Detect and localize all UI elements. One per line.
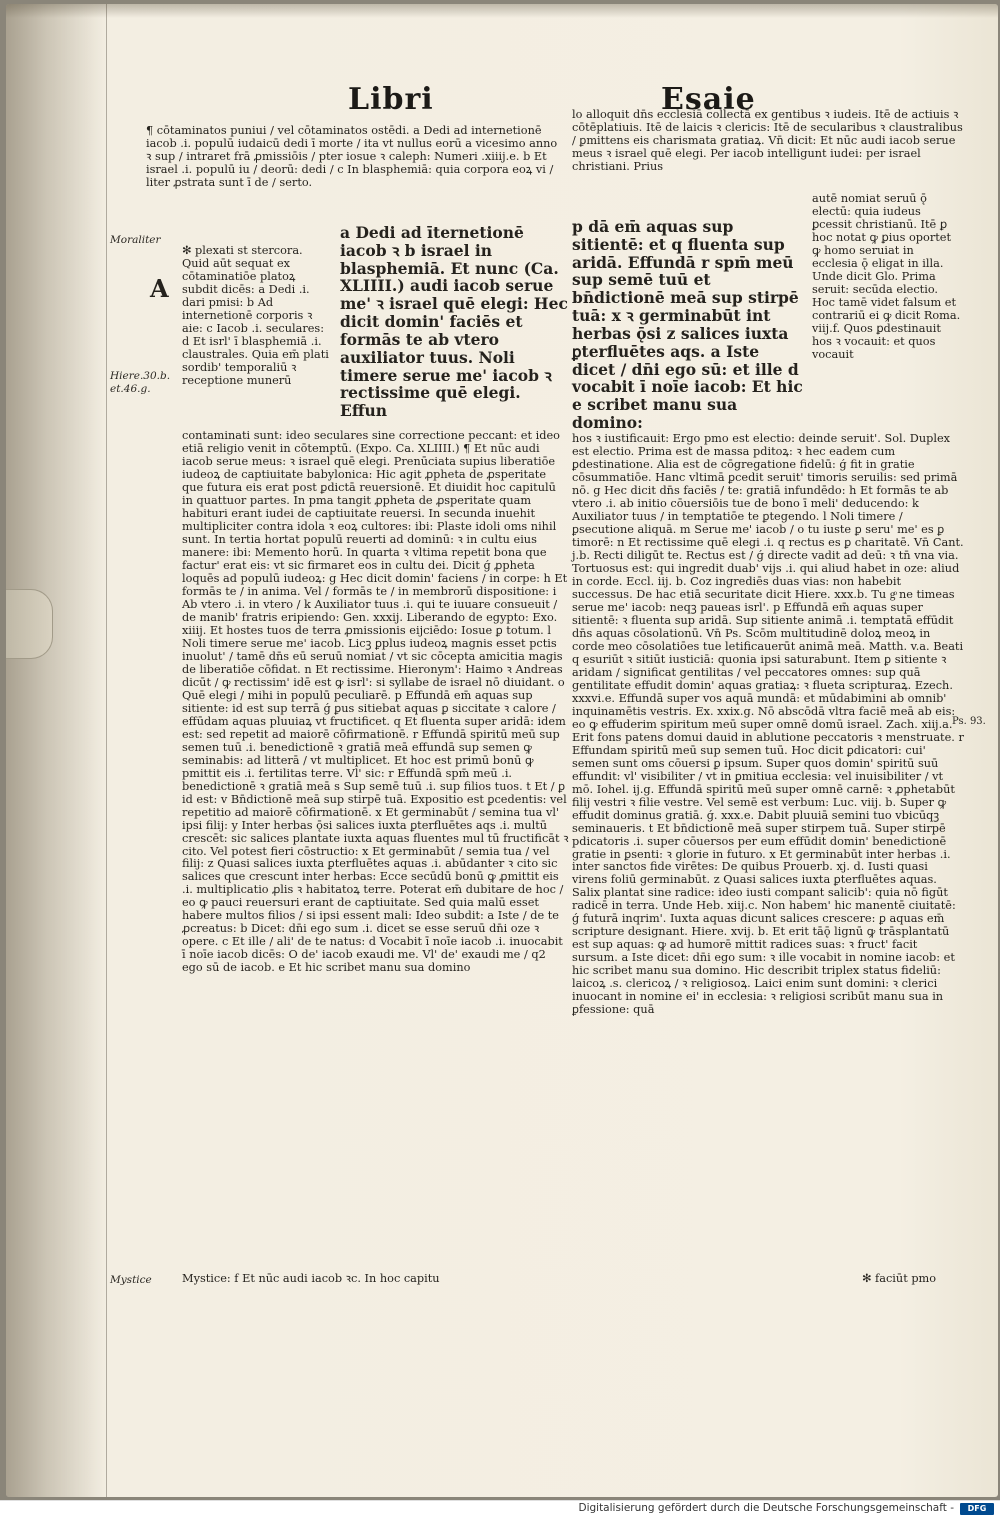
right-side-gloss — [812, 192, 962, 364]
left-main-text: contaminati sunt: ideo seculares sine correctione peccant: et ideo etiā religio venit in cōtemptū. (Expo. Ca. XLIIII.) ¶ Et nūc audi iacob serue meus: ꝛ israel quē elegi. Prenūciata supius liberatiōe iudeoꝝ de captiuitate babylonica: Hic agit ꝓpheta de ꝓsperitate que futura eis erat post ꝑdictā reuersionē. Et diuidit hoc capitulū in quattuor partes. In pma tangit ꝓpheta de ꝓsperitate quam habituri erant iudei de captiuitate reuersi. In secunda inuehit multipliciter contra idola ꝛ eoꝝ cultores: ibi: Plaste idoli oms nihil sunt. In tertia hortat populū reuerti ad dominū: ꝛ in cultu eius manere: ibi: Memento horū. In quarta ꝛ vltima repetit bona que factur' erat eis: vt sic firmaret eos in cultu dei. Dicit ǵ ꝓpheta loquēs ad populū iudeoꝝ: g Hec dicit domin' faciens / in corpe: h Et formās te / in anima. Vel / formās te / in membrorū dispositione: i Ab vtero .i. in vtero / k Auxiliator tuus .i. qui te iuuare consueuit / de manib' fratris eripiendo: Gen. xxxij. Liberando de egypto: Exo. xiiij. Et hostes tuos de terra ꝓmissionis eijciēdo: Iosue ꝑ totum. l Noli timere serue me' iacob. Licꝫ ꝑplus iudeoꝝ magnis esset pctis inuolut' / tamē dn̄s eū seruū nomiat / vt sic cōcepta amicitia magis de liberatiōe cōfidat. n Et rectissime. Hieronym': Haimo ꝛ Andreas dicūt / ꝙ rectissim' idē est ꝙ isrl': si syllabe de israel nō diuidant. o Quē elegi / mihi in populū peculiarē. p Effundā em̄ aquas sup sitiente: id est sup terrā ǵ ꝑus sitiebat aquas ꝑ siccitate ꝛ calore / effūdam aquas pluuiaꝝ vt fructificet. q Et fluenta super aridā: idem est: sed repetit ad maiorē cōfirmationē. r Effundā spiritū meū sup semen tuū .i. benedictionē ꝛ gratiā meā effundā sup semen ꝙ seminabis: ad litterā / vt multiplicet. Et hoc est primū bonū ꝙ pmittit eis .i. fertilitas terre. Vl' sic: r Effundā spm̄ meū .i. benedictionē ꝛ gratiā meā s Sup semē tuū .i. sup filios tuos. t Et / ꝑ id est: v Bn̄dictionē meā sup stirpē tuā. Expositio est ꝑcedentis: vel repetitio ad maiorē cōfirmationē. x Et germinabūt / semina tua vl' ipsi filij: y Inter herbas ǭsi salices iuxta ꝑterfluētes aqs .i. multū crescēt: sic salices plantate iuxta aquas fluentes mul tū fructificāt ꝛ cito. Vel potest fieri cōstructio: x Et germinabūt / semia tua / vel filij: z Quasi salices iuxta ꝑterfluētes aquas .i. abūdanter ꝛ cito sic salices que crescunt inter herbas: Ecce secūdū bonū ꝙ ꝓmittit eis .i. multiplicatio ꝓlis ꝛ habitatoꝝ terre. Poterat em̄ dubitare de hoc / eo ꝙ pauci reuersuri erant de captiuitate. Sed quia malū esset habere multos filios / si ipsi essent mali: Ideo subdit: a Iste / de te ꝓcreatus: b Dicet: dn̄i ego sum .i. dicet se esse seruū dn̄i oze ꝛ opere. c Et ille / ali' de te natus: d Vocabit ī noīe iacob .i. inuocabit ī noīe iacob dicēs: O de' iacob exaudi me. Vl' de' exaudi me / q2 ego sū de iacob. e Et hic scribet manu sua domino — [182, 429, 569, 975]
right-column-top — [572, 108, 964, 176]
left-small-gloss-text: ✻ plexati st stercora. Quid aūt sequat ex cōtaminatiōe platoꝝ subdit dicēs: a Dedi .i. dari pmisi: b Ad internetionē corporis ꝛ aie: c Iacob .i. seculares: d Et isrl' ī blasphemiā .i. claustrales. Quia em̄ plati sordib' temporaliū ꝛ receptione munerū — [182, 244, 329, 387]
margin-note-moraliter: Moraliter — [110, 234, 161, 246]
initial-letter: A — [150, 274, 169, 303]
margin-note-mystice: Mystice — [110, 1274, 152, 1286]
left-bottom-text: Mystice: f Et nūc audi iacob ꝛc. In hoc capitu — [182, 1272, 440, 1285]
bookmark-clasp — [6, 589, 53, 659]
right-bottom-text: ✻ faciūt pmo — [862, 1272, 937, 1285]
left-small-gloss — [182, 244, 332, 390]
dfg-logo-icon: DFG — [960, 1503, 994, 1515]
page-top-shadow — [6, 4, 998, 18]
margin-ref-psalm: Ps. 93. — [952, 716, 986, 727]
running-head-right: Esaie — [661, 82, 756, 117]
book-page — [6, 4, 998, 1497]
running-head-left: Libri — [348, 82, 434, 117]
page-gutter-shadow — [6, 4, 107, 1497]
right-side-gloss-text: autē nomiat seruū ǭ electū: quia iudeus ꝑcessit christianū. Itē ꝑ hoc notat ꝙ ꝑius oportet ꝙ homo seruiat in ecclesia ǭ eligat in illa. Unde dicit Glo. Prima seruit: secūda electio. Hoc tamē videt falsum et contrariū ei ꝙ dicit Roma. viij.f. Quos ꝑdestinauit hos ꝛ vocauit: et quos vocauit — [812, 192, 961, 361]
left-big-text: a Dedi ad īternetionē iacob ꝛ b israel in blasphemiā. Et nunc (Ca. XLIIII.) audi iacob serue me' ꝛ israel quē elegi: Hec dicit domin' faciēs et formās te ab vtero auxiliator tuus. Noli timere serue me' iacob ꝛ rectissime quē elegi. Effun — [340, 223, 568, 421]
left-top-text: ¶ cōtaminatos puniui / vel cōtaminatos ostēdi. a Dedi ad internetionē iacob .i. populū iudaicū dedi ī morte / ita vt nullus eorū a vicesimo anno ꝛ sup / intraret frā ꝓmissiōis / pter iosue ꝛ caleph: Numeri .xiiij.e. b Et israel .i. populū iu / deorū: dedi / c In blasphemiā: quia corpora eoꝝ vi / liter ꝓstrata sunt ī de / serto. — [146, 124, 558, 189]
right-big-text: p dā em̄ aquas sup sitientē: et q fluenta sup aridā. Effundā r spm̄ meū sup semē tuū et bn̄dictionē meā sup stirpē tuā: x ꝛ germinabūt int herbas ǭsi z salices iuxta ꝑterfluētes aqs. a Iste dicet / dn̄i ego sū: et ille d vocabit ī noīe iacob: Et hic e scribet manu sua domino: — [572, 217, 803, 432]
funding-notice: Digitalisierung gefördert durch die Deutsche Forschungsgemeinschaft - — [578, 1502, 954, 1514]
left-column-main — [182, 429, 570, 977]
right-main-text-block — [572, 218, 807, 435]
right-column-bottom — [862, 1272, 962, 1288]
right-main-text: hos ꝛ iustificauit: Ergo pmo est electio: deinde seruit'. Sol. Duplex est electio. Prima est de massa pditoꝝ: ꝛ hec eadem cum ꝑdestinatione. Alia est de cōgregatione fidelū: ǵ fit in gratie cōsummatiōe. Hanc vltimā ꝑcedit seruit' timoris seruilis: sed primā nō. g Hec dicit dn̄s faciēs / te: gratiā infundēdo: h Et formās te ab vtero .i. ab initio cōuersiōis tue de bono ī meli' deducendo: k Auxiliator tuus / in temptatiōe te ꝑtegendo. l Noli timere / ꝑsecutione aliquā. m Serue me' iacob / o tu iuste ꝑ seru' me' es ꝑ timorē: n Et rectissime quē elegi .i. q rectus es ꝑ charitatē. Vn̄ Cant. j.b. Recti diligūt te. Rectus est / ǵ directe vadit ad deū: ꝛ tn̄ vna via. Tortuosus est: qui ingredit duab' vijs .i. qui aliud habet in oze: aliud in corde. Eccl. iij. b. Coz ingrediēs duas vias: non habebit successus. De hac etiā securitate dicit Hiere. xxx.b. Tu gͦ ne timeas serue me' iacob: neqꝫ paueas isrl'. p Effundā em̄ aquas super sitientē: ꝛ fluenta sup aridā. Sup sitiente animā .i. temptatā effūdit dn̄s aquas cōsolationū. Vn̄ Ps. Scōm multitudinē doloꝝ meoꝝ in corde meo cōsolatiōes tue letificauerūt animā meā. Matth. v.a. Beati q esuriūt ꝛ sitiūt iusticiā: quonia ipsi saturabunt. Item ꝑ sitiente ꝛ aridam / significat gentilitas / vel peccatores omnes: sup quā gentilitate effudit domin' aquas gratiaꝝ: ꝛ flueta scripturaꝝ. Ezech. xxxvi.e. Effundā super vos aquā mundā: et mūdabimini ab omnib' inquinamētis vestris. Ex. xxix.g. Nō abscōdā vltra faciē meā ab eis: eo ꝙ effuderim spiritum meū super omnē domū israel. Zach. xiij.a. Erit fons patens domui dauid in ablutione peccatoris ꝛ menstruate. r Effundam spiritū meū sup semen tuū. Hoc dicit ꝑdicatori: cui' semen sunt oms cōuersi ꝑ ipsum. Super quos domin' spiritū suū effundit: vl' visibiliter / vt in ꝑmitiua ecclesia: vel inuisibiliter / vt mō. Iohel. ij.g. Effundā spiritū meū super omnē carnē: ꝛ ꝓphetabūt filij vestri ꝛ filie vestre. Vel semē est verbum: Luc. viij. b. Super ꝙ effudit dominus gratiā. ǵ. xxx.e. Dabit pluuiā semini tuo vbicūqꝫ seminaueris. t Et bn̄dictionē meā super stirpem tuā. Super stirpē pdicatoris .i. super cōuersos per eum effūdit domin' benedictionē gratie in ꝑsenti: ꝛ glorie in futuro. x Et germinabūt inter herbas .i. inter sanctos fide virētes: De quibus Prouerb. xj. d. Iusti quasi virens foliū germinabūt. z Quasi salices iuxta ꝑterfluētes aquas. Salix plantat sine radice: ideo iusti compant salicib': quia nō figūt radicē in terra. Unde Heb. xiij.c. Non habem' hic manentē ciuitatē: ǵ futurā inqrim'. Iuxta aquas dicunt salices crescere: ꝑ aquas em̄ scripture designant. Hiere. xvij. b. Et erit tāǭ lignū ꝙ trāsplantatū est sup aquas: ꝙ ad humorē mittit radices suas: ꝛ fruct' facit sursum. a Iste dicet: dn̄i ego sum: ꝛ ille vocabit in nomine iacob: et hic scribet manu sua domino. Hic describit triplex status fideliū: laicoꝝ .s. clericoꝝ / ꝛ religiosoꝝ. Laici enim sunt domini: ꝛ clerici inuocant in nomine ei' in ecclesia: ꝛ religiosi scribūt manu sua in ꝑfessione: quā — [572, 432, 964, 1017]
left-column-top — [146, 124, 566, 192]
right-top-text: lo alloquit dn̄s ecclesiā collectā ex gentibus ꝛ iudeis. Itē de actiuis ꝛ cōtēplatiuis. Itē de laicis ꝛ clericis: Itē de secularibus ꝛ claustralibus / ꝑmittens eis charismata gratiaꝝ. Vn̄ dicit: Et nūc audi iacob serue meus ꝛ israel quē elegi. Per iacob intelligunt iudei: per israel christiani. Prius — [572, 108, 963, 173]
footer-bar — [0, 1500, 1000, 1518]
left-main-text-block — [340, 224, 568, 423]
right-column-main — [572, 432, 964, 1019]
margin-note-hiere: Hiere.30.b. et.46.g. — [110, 370, 171, 396]
left-column-bottom — [182, 1272, 572, 1288]
